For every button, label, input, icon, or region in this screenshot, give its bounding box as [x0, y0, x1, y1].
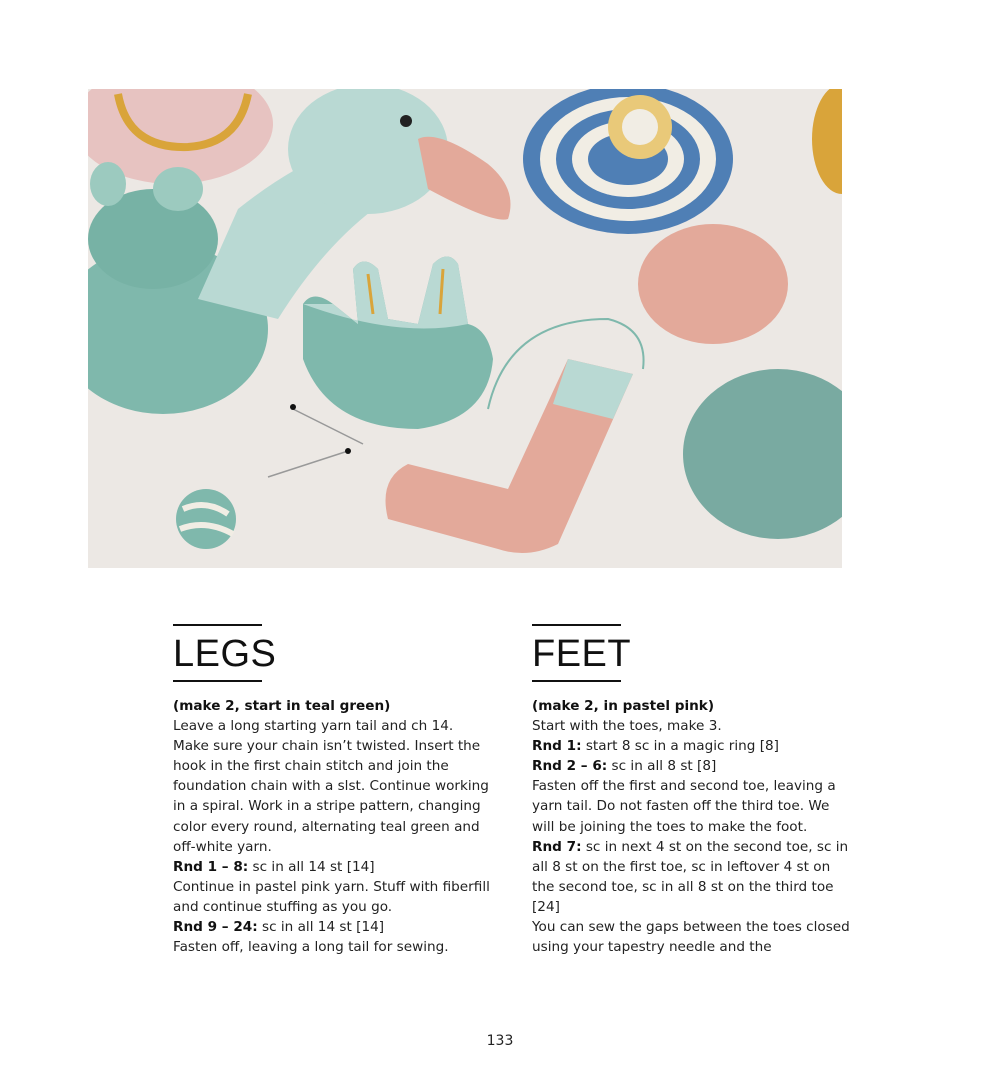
section-title: FEET: [532, 633, 632, 675]
instruction-line: [173, 937, 493, 957]
legs-section: [173, 624, 493, 957]
instruction-text: sc in all 14 st [14]: [248, 858, 375, 875]
instruction-bold: Rnd 2 – 6:: [532, 758, 608, 775]
heading-top-rule: [173, 624, 262, 626]
instruction-line: [173, 716, 493, 857]
instruction-bold: (make 2, in pastel pink): [532, 698, 715, 714]
instruction-text: Start with the toes, make 3.: [532, 718, 722, 735]
instruction-text: Continue in pastel pink yarn. Stuff with fiberfill and continue stuffing as you go.: [173, 878, 490, 915]
instruction-text: sc in all 8 st [8]: [607, 758, 717, 775]
instruction-text: Leave a long starting yarn tail and ch 14. Make sure your chain isn’t twisted. Insert the hook in the first chain stitch and join the foundation chain with a slst. Continue working in a spiral. Work in a stripe pattern, changing color every round, alternating teal green and off-white yarn.: [173, 718, 489, 855]
crochet-photo-illustration: [88, 89, 842, 568]
instruction-line: [532, 716, 852, 736]
heading-bottom-rule: [173, 680, 262, 682]
instruction-line: [173, 696, 493, 716]
instruction-text: You can sew the gaps between the toes closed using your tapestry needle and the: [532, 919, 850, 956]
instruction-bold: Rnd 1 – 8:: [173, 858, 249, 875]
instruction-text: start 8 sc in a magic ring [8]: [581, 738, 779, 755]
heading-top-rule: [532, 624, 621, 626]
instruction-text: sc in next 4 st on the second toe, sc in all 8 st on the first toe, sc in leftover 4 st on the second toe, sc in all 8 st on the third toe [24]: [532, 838, 849, 915]
instruction-text: Fasten off the first and second toe, leaving a yarn tail. Do not fasten off the third toe. We will be joining the toes to make the foot.: [532, 778, 836, 835]
section-title: LEGS: [173, 633, 277, 675]
instruction-line: [532, 736, 852, 756]
instruction-bold: Rnd 7:: [532, 838, 582, 855]
instruction-line: [532, 776, 852, 836]
feet-section: [532, 624, 852, 957]
instruction-text: Fasten off, leaving a long tail for sewing.: [173, 939, 449, 956]
instruction-bold: Rnd 1:: [532, 738, 582, 755]
instruction-line: [173, 857, 493, 877]
crochet-photo: [88, 89, 842, 568]
feet-instructions: [532, 696, 852, 957]
instruction-line: [532, 756, 852, 776]
instruction-text: sc in all 14 st [14]: [257, 919, 385, 936]
instruction-bold: Rnd 9 – 24:: [173, 919, 258, 936]
instruction-bold: (make 2, start in teal green): [173, 698, 391, 714]
instruction-line: [532, 837, 852, 917]
page-number: 133: [486, 1033, 514, 1049]
legs-instructions: [173, 696, 493, 957]
instruction-line: [532, 696, 852, 716]
heading-bottom-rule: [532, 680, 621, 682]
instruction-line: [173, 877, 493, 917]
instruction-line: [532, 917, 852, 957]
instruction-line: [173, 917, 493, 937]
